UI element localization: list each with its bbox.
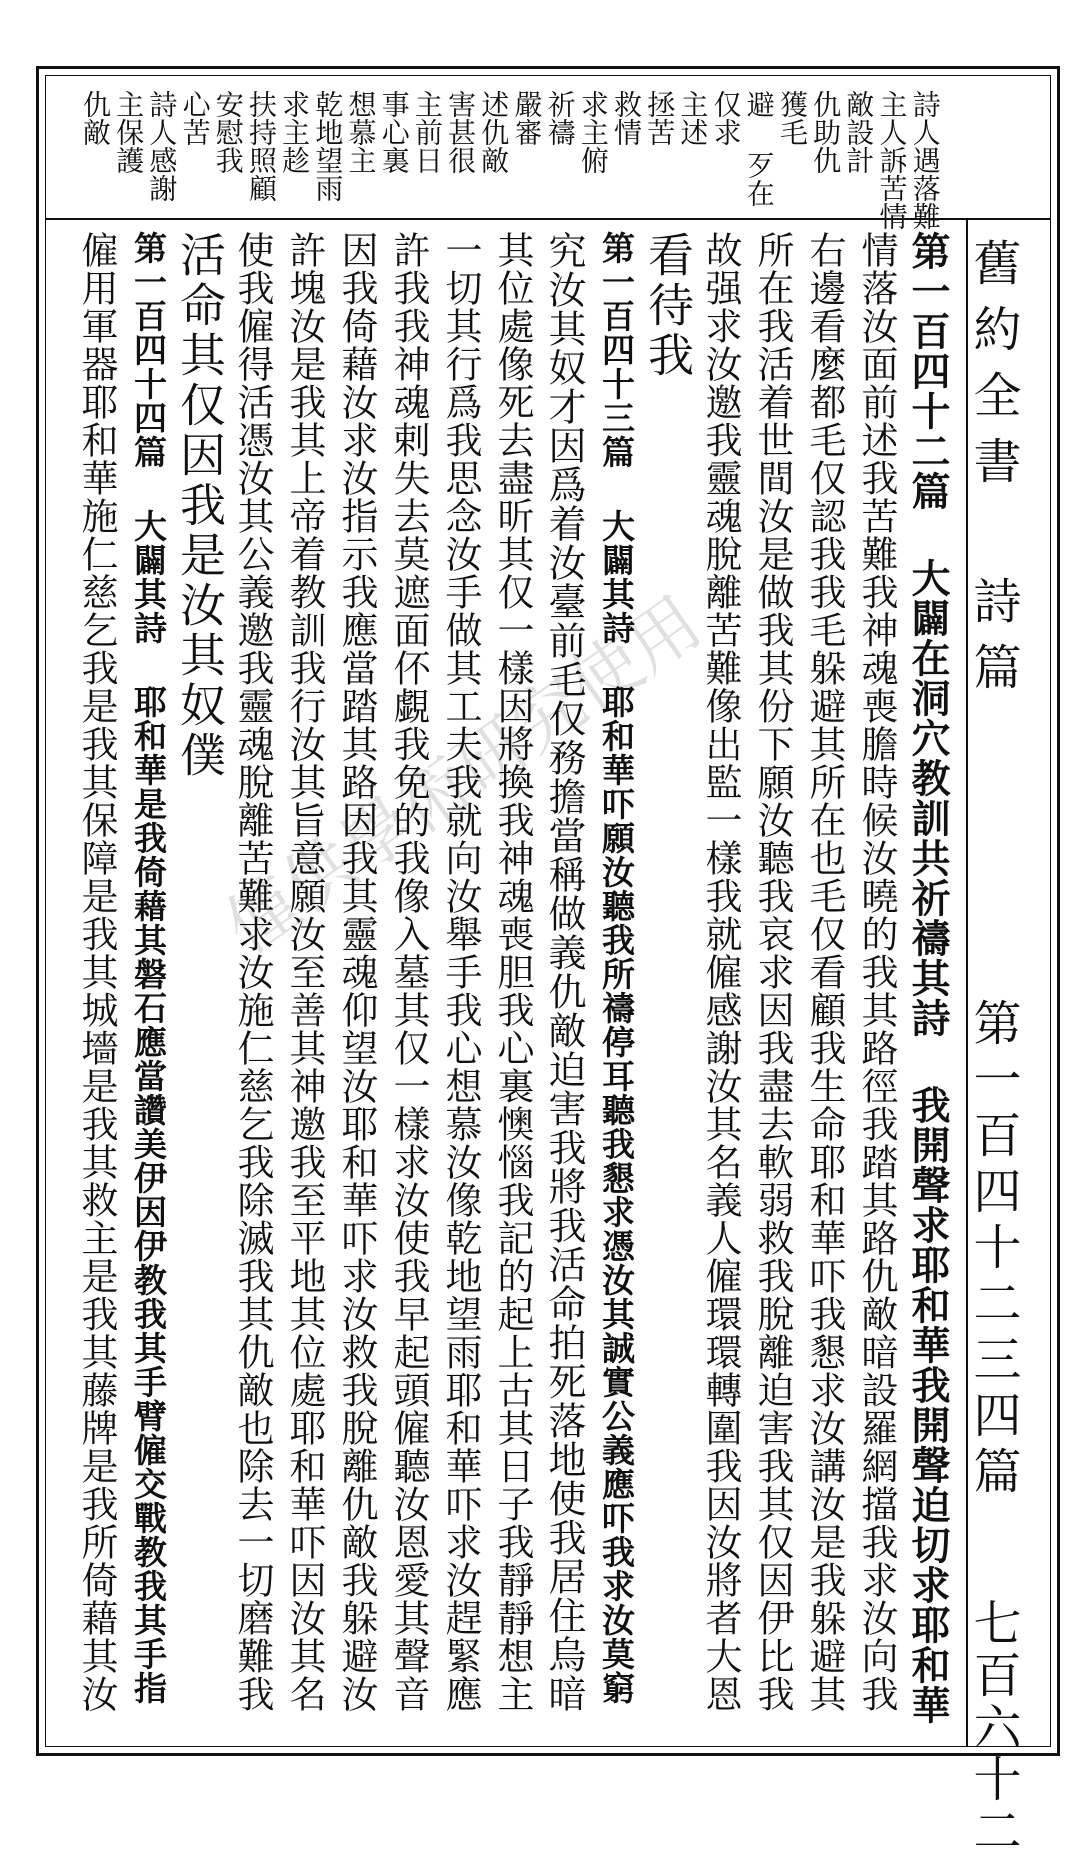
page-number: 七百六十二 (965, 1598, 1021, 1858)
psalm-heading-column: 第一百四十四篇 大闢其詩 耶和華是我倚藉其磐石應當讚美伊因伊教我其手臂僱交戰教我其手指 (129, 231, 168, 1705)
gloss-item: 求主趁 (278, 90, 312, 174)
text-column: 因我倚藉汝求汝指示我應當踏其路因我其靈魂仰望汝耶和華吓求汝救我脫離仇敵我躲避汝 (335, 231, 378, 1713)
gloss-item: 述仇敵 (477, 90, 511, 174)
gloss-item: 主述 (676, 90, 710, 146)
gloss-item: 詩人感謝 (145, 90, 179, 202)
gloss-item: 扶持照顧 (244, 90, 278, 202)
gloss-item: 心苦 (178, 90, 212, 146)
running-head (965, 218, 1050, 1858)
text-column: 情落汝面前述我苦難我神魂喪膽時候汝曉的我其路徑我踏其路仇敵暗設羅網擋我求汝向我 (855, 231, 898, 1713)
psalm-heading-column: 第一百四十二篇 大闢在洞穴教訓共祈禱其詩 我開聲求耶和華我開聲迫切求耶和華 (905, 231, 951, 1725)
text-column: 右邊看麼都毛仅認我我毛躲避其所在也毛仅看顧我生命耶和華吓我懇求汝講汝是我躲避其 (803, 231, 846, 1713)
gloss-item: 敵設計 (842, 90, 876, 174)
text-column: 所在我活着世間汝是做我其份下願汝聽我哀求因我盡去軟弱救我脫離迫害我其仅因伊比我 (751, 231, 794, 1713)
gloss-item: 求主俯 (576, 90, 610, 174)
watermark: 僅供學術研究使用 (210, 580, 717, 970)
gloss-item: 仅求 (709, 90, 743, 146)
gloss-item: 祈禱 (543, 90, 577, 146)
psalm-heading-column: 第一百四十三篇 大闢其詩 耶和華吓願汝聽我所禱停耳聽我懇求憑汝其誠實公義應吓我求汝莫窮 (597, 231, 636, 1705)
gloss-item: 害甚很 (444, 90, 478, 174)
text-column: 許塊汝是我其上帝着教訓我行汝其旨意願汝至善其神邀我至平地其位處耶和華吓因汝其名 (283, 231, 326, 1713)
gloss-item: 仇敵 (79, 90, 112, 146)
marginal-gloss (80, 90, 940, 230)
gloss-item: 乾地望雨 (311, 90, 345, 202)
text-column: 一切其行爲我思念汝手做其工夫我就向汝舉手我心想慕汝像乾地望雨耶和華吓求汝趕緊應 (439, 231, 482, 1713)
gloss-item: 救情 (610, 90, 643, 146)
page-inner-frame (45, 75, 1051, 1858)
gloss-item: 避 歹在 (742, 90, 776, 207)
book-title: 舊約全書 詩篇 (965, 238, 1021, 708)
chapter-label: 第一百四十二三四篇 (965, 998, 1021, 1502)
gloss-item: 獲毛 (775, 90, 809, 146)
text-column: 其位處像死去盡昕其仅一樣因將換我神魂喪胆我心裏懊惱我記的起上古其日子我靜靜想主 (491, 231, 534, 1713)
text-column: 究汝其奴才因爲着汝臺前毛仅務擔當稱做義仇敵迫害我將我活命拍死落地使我居住烏暗 (542, 231, 586, 1713)
body-text (75, 231, 954, 1726)
text-column: 僱用軍器耶和華施仁慈乞我是我其保障是我其城墻是我其救主是我其藤牌是我所倚藉其汝 (75, 231, 118, 1713)
gloss-item: 拯苦 (643, 90, 677, 146)
page-frame (36, 66, 1060, 1858)
text-column: 許我我神魂剌失去莫遮面伓覷我免的我像入墓其仅一樣求汝使我早起頭僱聽汝恩愛其聲音 (387, 231, 430, 1713)
gloss-item: 想慕主 (344, 90, 378, 174)
gloss-item: 安慰我 (211, 90, 245, 174)
gloss-item: 主保護 (112, 90, 146, 174)
gloss-item: 仇助仇 (809, 90, 843, 174)
gloss-item: 主人訴苦情 (875, 90, 909, 230)
text-column: 故强求汝邀我靈魂脫離苦難像出監一樣我就僱感謝汝其名義人僱環環轉圍我因汝將者大恩 (699, 231, 742, 1713)
text-column: 活命其仅因我是汝其奴僕 (173, 231, 227, 781)
gloss-item: 嚴審 (510, 90, 544, 146)
text-column: 使我僱得活憑汝其公義邀我靈魂脫離苦難求汝施仁慈乞我除滅我其仇敵也除去一切磨難我 (231, 231, 274, 1713)
text-column: 看待我 (641, 231, 695, 381)
marginal-gloss-band (46, 76, 1050, 230)
gloss-item: 主前日 (410, 90, 444, 174)
gloss-item: 事心裏 (377, 90, 411, 174)
gloss-item: 詩人遇落難 (908, 90, 942, 230)
